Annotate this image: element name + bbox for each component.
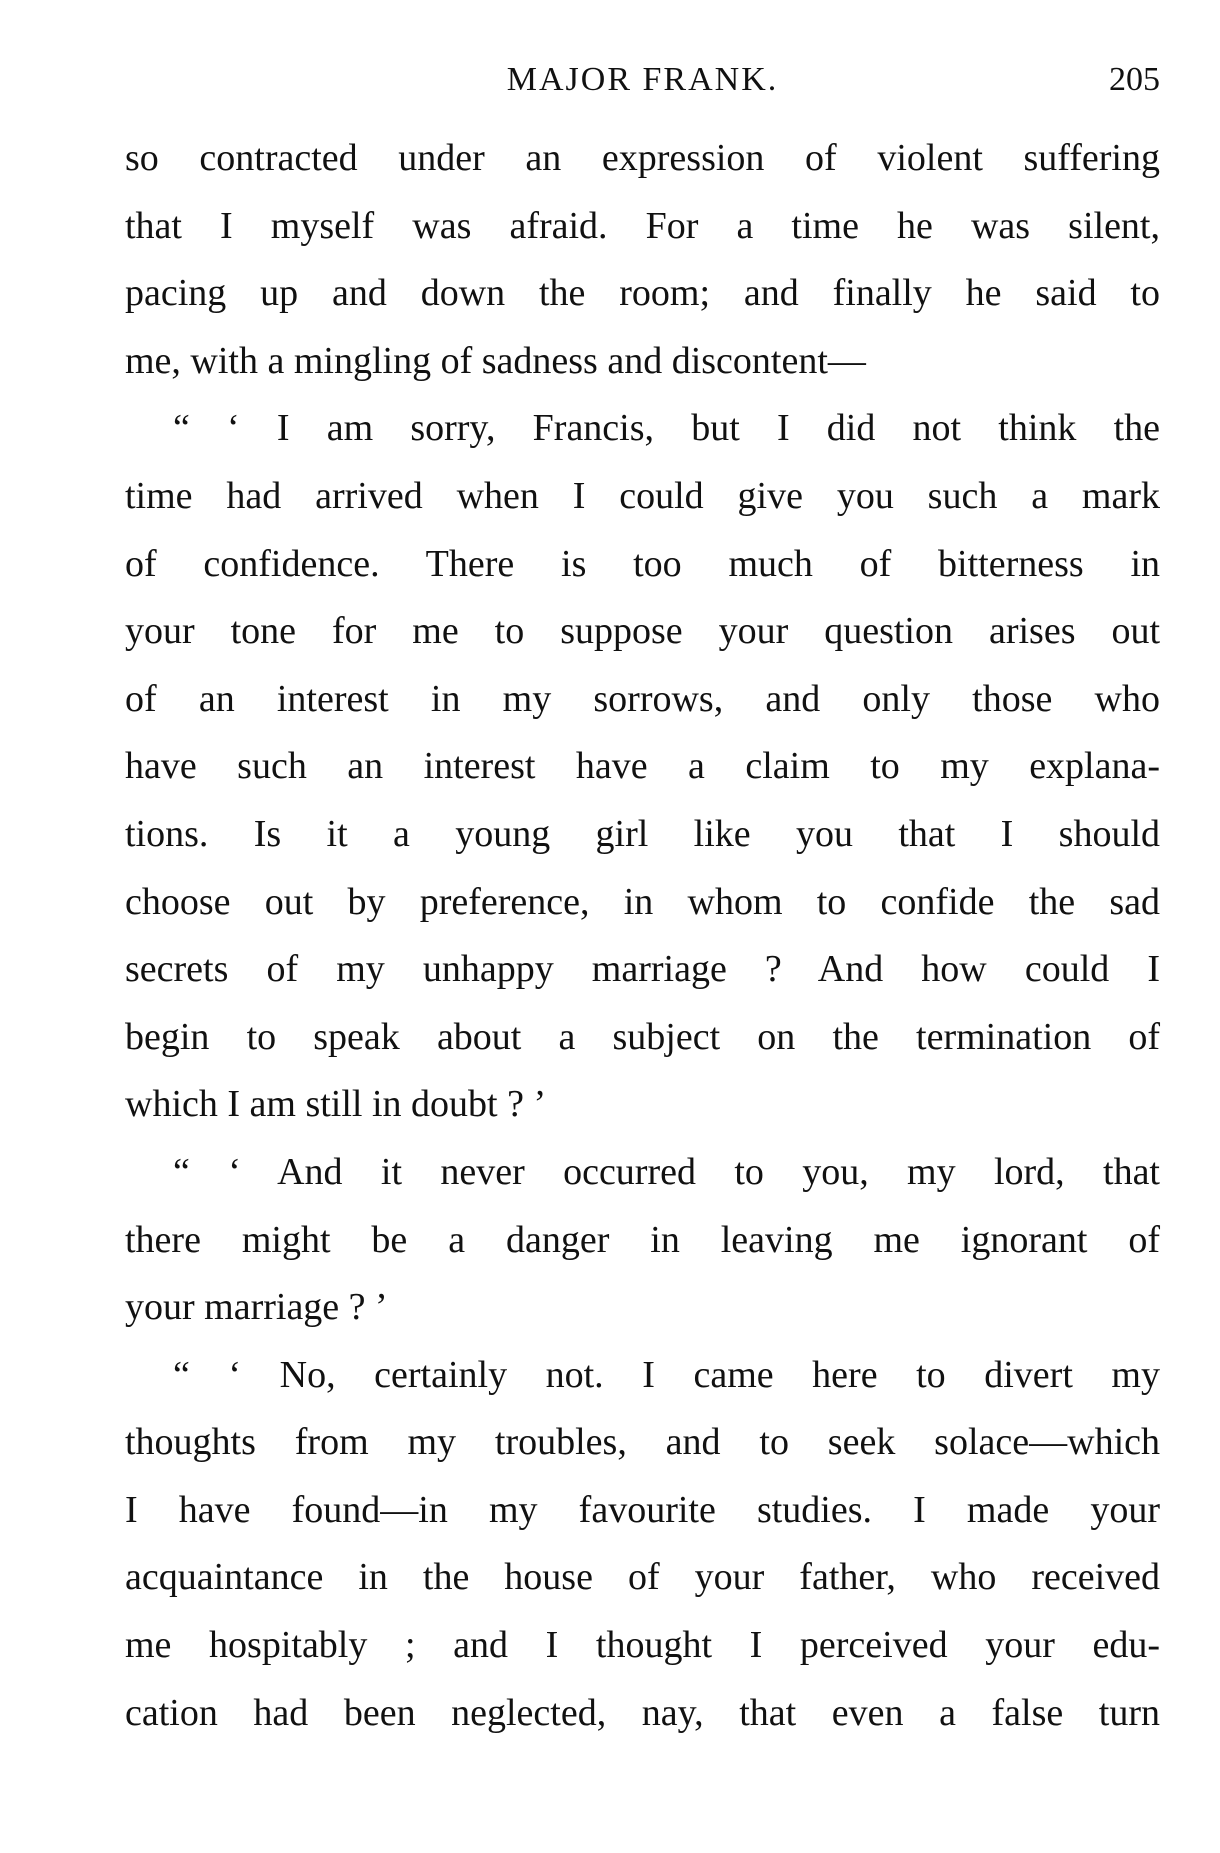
text-line: your tone for me to suppose your question arises out [125, 610, 1160, 653]
body-text [125, 125, 1160, 1747]
running-head [125, 55, 1160, 105]
text-line: that I myself was afraid. For a time he was silent, [125, 204, 1160, 247]
text-line: cation had been neglected, nay, that even a false turn [125, 1691, 1160, 1734]
text-line: time had arrived when I could give you such a mark [125, 474, 1160, 517]
text-line: of an interest in my sorrows, and only those who [125, 677, 1160, 720]
text-line: thoughts from my troubles, and to seek solace—which [125, 1421, 1160, 1464]
text-line: tions. Is it a young girl like you that I should [125, 812, 1160, 855]
text-line: acquaintance in the house of your father, who received [125, 1556, 1160, 1599]
text-line: begin to speak about a subject on the termination of [125, 1015, 1160, 1058]
text-line: “ ‘ I am sorry, Francis, but I did not think the [173, 407, 1160, 450]
text-line: so contracted under an expression of violent suffering [125, 137, 1160, 179]
text-line: I have found—in my favourite studies. I made your [125, 1488, 1160, 1531]
running-title: MAJOR FRANK. [506, 61, 779, 98]
text-line: me, with a mingling of sadness and discontent— [125, 339, 866, 382]
text-line: there might be a danger in leaving me ignorant of [125, 1218, 1160, 1261]
text-line: “ ‘ And it never occurred to you, my lord, that [173, 1150, 1160, 1193]
text-line: your marriage ? ’ [125, 1286, 388, 1329]
text-line: pacing up and down the room; and finally he said to [125, 272, 1160, 315]
text-line: of confidence. There is too much of bitterness in [125, 542, 1160, 585]
text-line: choose out by preference, in whom to confide the sad [125, 880, 1160, 923]
text-line: me hospitably ; and I thought I perceived your edu- [125, 1624, 1160, 1667]
page-number: 205 [1109, 61, 1160, 98]
text-line: have such an interest have a claim to my explana- [125, 745, 1160, 788]
text-line: which I am still in doubt ? ’ [125, 1083, 547, 1126]
text-line: secrets of my unhappy marriage ? And how could I [125, 948, 1160, 991]
text-line: “ ‘ No, certainly not. I came here to divert my [173, 1353, 1160, 1396]
